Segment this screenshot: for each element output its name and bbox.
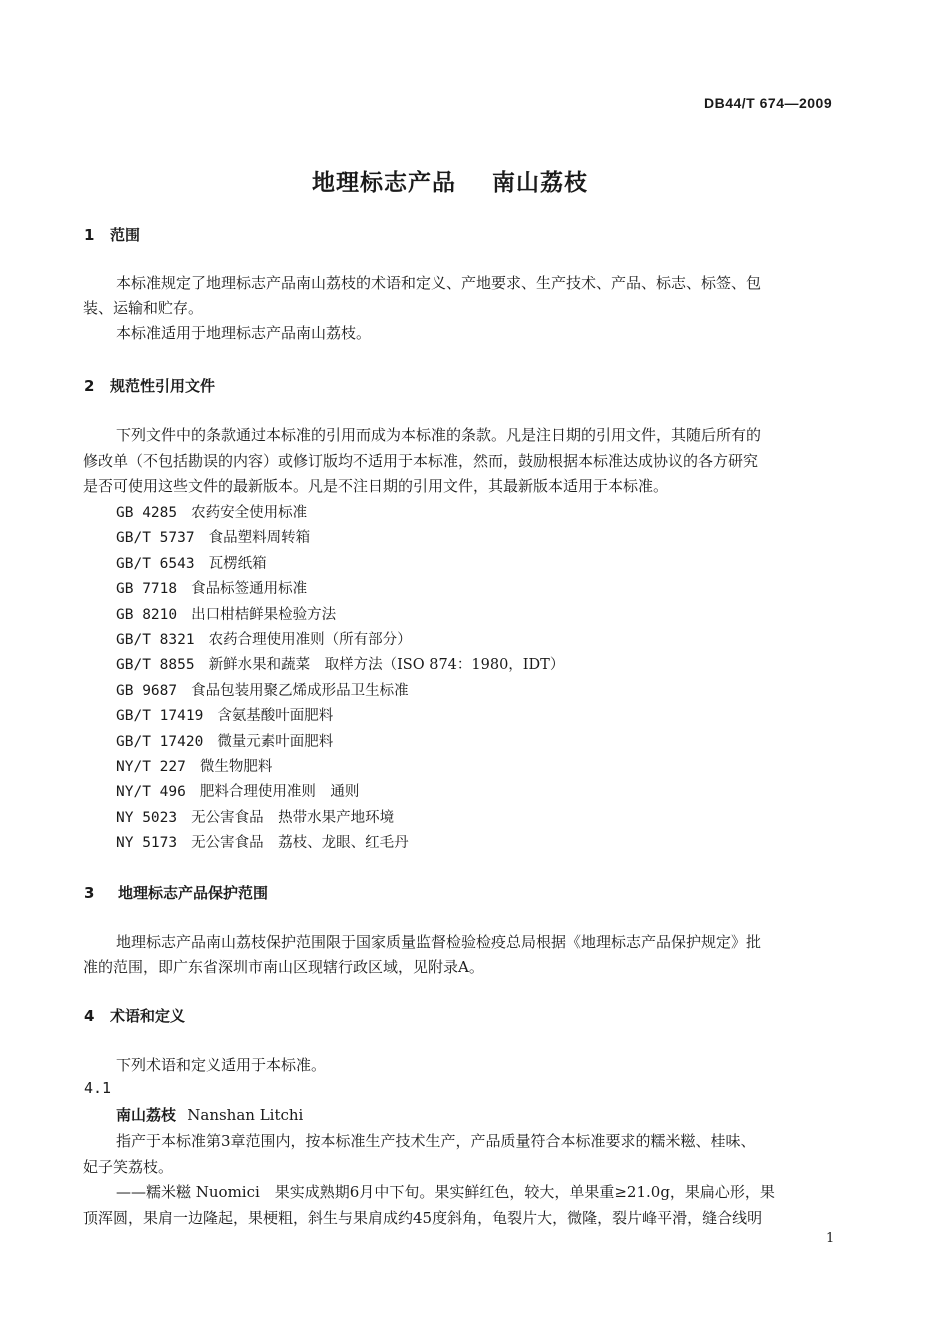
section-1-para-2: 本标准适用于地理标志产品南山荔枝。 bbox=[116, 324, 372, 342]
reference-code: GB/T 5737 bbox=[116, 530, 195, 547]
section-title: 规范性引用文件 bbox=[110, 377, 216, 395]
reference-title: 食品标签通用标准 bbox=[191, 581, 308, 598]
section-1-para-1-line-1: 本标准规定了地理标志产品南山荔枝的术语和定义、产地要求、生产技术、产品、标志、标签、包 bbox=[116, 274, 762, 292]
document-number: DB44/T 674—2009 bbox=[704, 95, 833, 111]
variety-description-line-2: 顶浑圆，果肩一边隆起，果梗粗，斜生与果肩成约45度斜角，龟裂片大，微隆，裂片峰平滑，缝合线明 bbox=[83, 1209, 763, 1227]
section-number: 3 bbox=[84, 884, 95, 902]
reference-item bbox=[116, 679, 409, 700]
section-2-intro-line-2: 修改单（不包括勘误的内容）或修订版均不适用于本标准，然而，鼓励根据本标准达成协议的各方研究 bbox=[83, 452, 759, 470]
section-4-heading bbox=[84, 1005, 185, 1026]
section-2-heading bbox=[84, 375, 215, 396]
reference-item bbox=[116, 780, 359, 801]
reference-title: 含氨基酸叶面肥料 bbox=[217, 708, 334, 725]
reference-title: 农药安全使用标准 bbox=[191, 505, 308, 521]
reference-code: GB 7718 bbox=[116, 581, 178, 598]
reference-title: 出口柑桔鲜果检验方法 bbox=[191, 606, 337, 623]
reference-code: GB 8210 bbox=[116, 606, 178, 623]
reference-code: NY 5173 bbox=[116, 835, 178, 852]
section-1-heading bbox=[84, 224, 140, 245]
section-3-line-1: 地理标志产品南山荔枝保护范围限于国家质量监督检验检疫总局根据《地理标志产品保护规定》批 bbox=[116, 933, 762, 951]
section-number: 2 bbox=[84, 377, 95, 395]
reference-title: 微生物肥料 bbox=[199, 759, 273, 775]
term-en: Nanshan Litchi bbox=[187, 1106, 304, 1124]
reference-item bbox=[116, 526, 310, 547]
reference-item bbox=[116, 552, 267, 573]
page-title: 地理标志产品 南山荔枝 bbox=[312, 170, 589, 196]
section-number: 4 bbox=[84, 1007, 95, 1025]
section-title: 范围 bbox=[110, 226, 141, 244]
reference-item bbox=[116, 806, 394, 827]
reference-title: 食品包装用聚乙烯成形品卫生标准 bbox=[191, 682, 409, 699]
section-number: 1 bbox=[84, 226, 95, 244]
reference-item bbox=[116, 755, 272, 776]
section-4-intro: 下列术语和定义适用于本标准。 bbox=[116, 1056, 327, 1074]
reference-title: 肥料合理使用准则 通则 bbox=[199, 784, 360, 801]
section-3-heading bbox=[84, 882, 268, 903]
reference-code: GB/T 8321 bbox=[116, 632, 195, 648]
reference-item bbox=[116, 831, 409, 852]
reference-code: GB/T 6543 bbox=[116, 555, 195, 572]
reference-item bbox=[116, 653, 564, 674]
subsection-number: 4.1 bbox=[84, 1079, 112, 1097]
section-1-para-1-line-2: 装、运输和贮存。 bbox=[83, 299, 204, 317]
section-title: 地理标志产品保护范围 bbox=[118, 884, 269, 902]
reference-title: 新鲜水果和蔬菜 取样方法（ISO 874：1980，IDT） bbox=[208, 657, 565, 674]
variety-description-line-1: ——糯米糍 Nuomici 果实成熟期6月中下旬。果实鲜红色，较大，单果重≥21.0g，果扁心形，果 bbox=[116, 1183, 775, 1201]
section-title: 术语和定义 bbox=[110, 1007, 186, 1025]
reference-code: GB 9687 bbox=[116, 682, 178, 699]
reference-code: NY 5023 bbox=[116, 809, 178, 826]
reference-code: NY/T 496 bbox=[116, 784, 186, 801]
term-zh: 南山荔枝 bbox=[116, 1106, 177, 1124]
reference-code: GB 4285 bbox=[116, 505, 178, 521]
section-2-intro-line-3: 是否可使用这些文件的最新版本。凡是不注日期的引用文件，其最新版本适用于本标准。 bbox=[83, 477, 669, 495]
page-number: 1 bbox=[826, 1231, 835, 1246]
reference-title: 食品塑料周转箱 bbox=[208, 530, 311, 547]
reference-title: 无公害食品 荔枝、龙眼、红毛丹 bbox=[191, 835, 409, 852]
reference-code: GB/T 17420 bbox=[116, 733, 204, 750]
reference-code: GB/T 17419 bbox=[116, 708, 204, 725]
section-2-intro-line-1: 下列文件中的条款通过本标准的引用而成为本标准的条款。凡是注日期的引用文件，其随后所有的 bbox=[116, 426, 762, 444]
reference-title: 无公害食品 热带水果产地环境 bbox=[191, 809, 395, 826]
reference-item bbox=[116, 501, 307, 522]
term-definition-line-2: 妃子笑荔枝。 bbox=[83, 1158, 174, 1176]
reference-item bbox=[116, 730, 333, 751]
reference-title: 农药合理使用准则（所有部分） bbox=[208, 632, 412, 648]
reference-code: GB/T 8855 bbox=[116, 657, 195, 674]
reference-item bbox=[116, 704, 333, 725]
term-definition-line-1: 指产于本标准第3章范围内，按本标准生产技术生产，产品质量符合本标准要求的糯米糍、桂味、 bbox=[116, 1132, 756, 1150]
reference-code: NY/T 227 bbox=[116, 759, 186, 775]
reference-title: 瓦楞纸箱 bbox=[208, 555, 267, 572]
reference-item bbox=[116, 577, 307, 598]
term-entry bbox=[116, 1104, 303, 1125]
section-3-line-2: 准的范围，即广东省深圳市南山区现辖行政区域，见附录A。 bbox=[83, 958, 484, 976]
reference-item bbox=[116, 628, 412, 649]
reference-item bbox=[116, 603, 336, 624]
reference-title: 微量元素叶面肥料 bbox=[217, 733, 334, 750]
